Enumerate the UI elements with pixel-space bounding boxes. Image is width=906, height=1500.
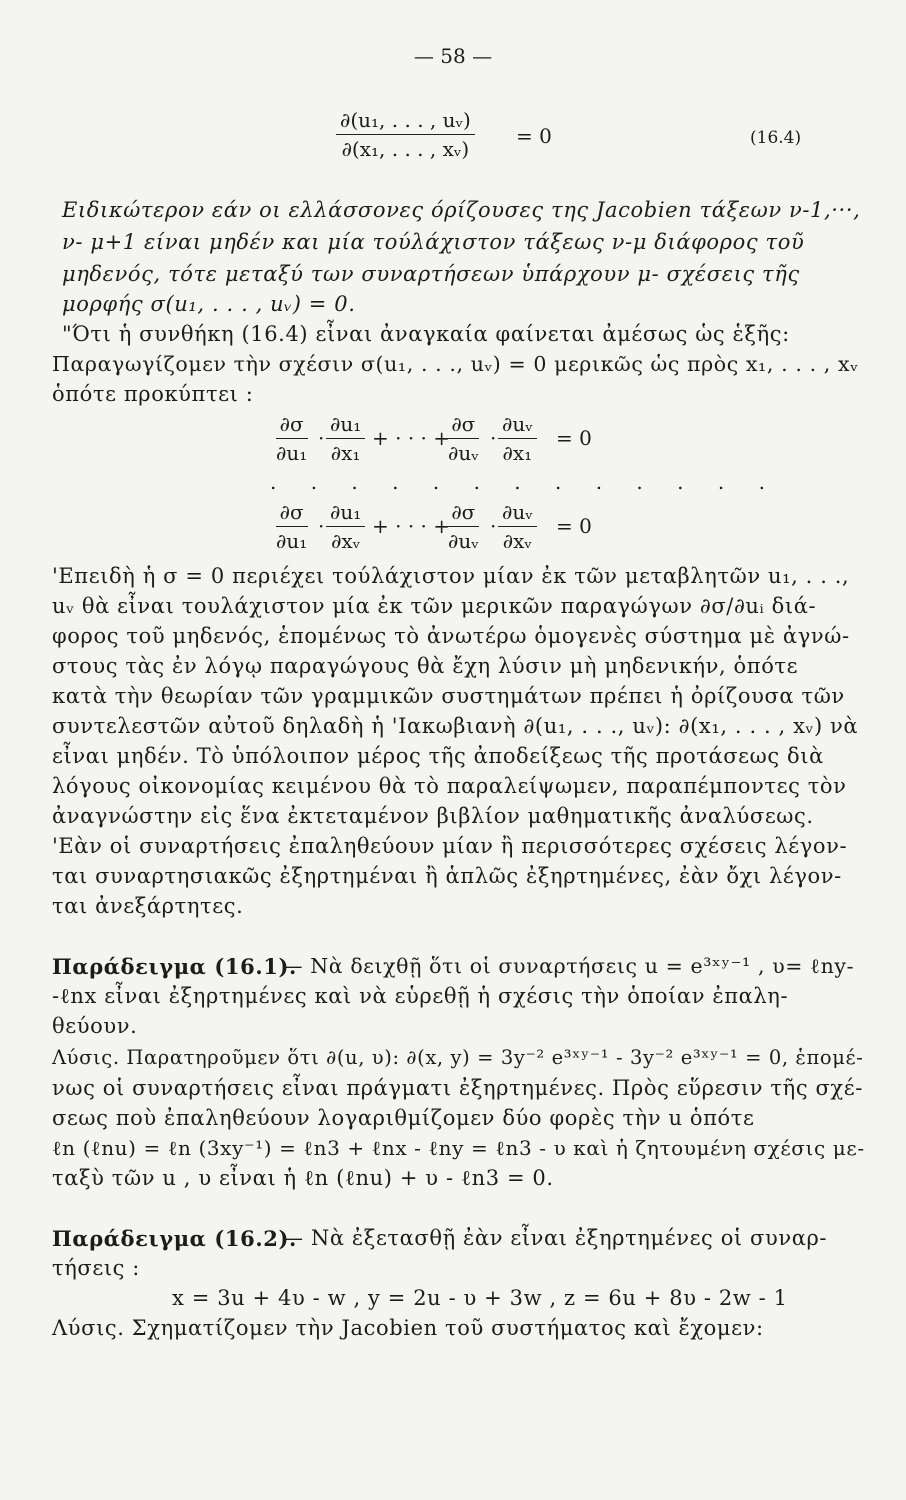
jacobian-numerator: ∂(u₁, . . . , uᵥ) [336, 108, 475, 135]
text-line: λόγους οἰκονομίας κειμένου θὰ τὸ παραλείψωμεν, παραπέμποντες τὸν [52, 774, 847, 798]
partial-fraction: $\frac{\partial\sigma}{\text{∂uᵥ}}$ [448, 500, 479, 553]
partial-fraction: $\frac{\partial\sigma}{\text{∂uᵥ}}$ [448, 412, 479, 465]
partial-fraction: $\frac{\text{∂uᵥ}}{\text{∂x₁}}$ [498, 412, 537, 465]
text-line: συντελεστῶν αὐτοῦ δηλαδὴ ἡ 'Ιακωβιανὴ ∂(u₁, . . ., uᵥ): ∂(x₁, . . . , xᵥ) νὰ [52, 714, 859, 738]
text-line: εἶναι μηδέν. Τὸ ὑπόλοιπον μέρος τῆς ἀποδείξεως τῆς προτάσεως διὰ [52, 744, 824, 768]
text-line: ὁπότε προκύπτει : [52, 382, 254, 406]
partial-fraction: $\frac{\partial\sigma}{\text{∂u₁}}$ [276, 500, 308, 553]
example-heading: Παράδειγμα (16.2). [52, 1226, 297, 1251]
text-line: — Νὰ δειχθῇ ὅτι οἱ συναρτήσεις u = e³ˣʸ⁻¹ , υ= ℓny- [282, 954, 855, 978]
text-line: Ειδικώτερον εάν οι ελλάσσονες όρίζουσες της Jacobien τάξεων ν-1,···, [62, 198, 861, 222]
text-line: ἀναγνώστην εἰς ἕνα ἐκτεταμένον βιβλίον μαθηματικῆς ἀναλύσεως. [52, 804, 814, 828]
text-line: μορφής σ(u₁, . . . , uᵥ) = 0. [62, 292, 356, 316]
partial-fraction: $\frac{\text{∂u₁}}{\text{∂xᵥ}}$ [326, 500, 365, 553]
dot-operator: · [318, 426, 325, 450]
text-line: φορος τοῦ μηδενός, ἑπομένως τὸ ἀνωτέρω ὁμογενὲς σύστημα μὲ ἀγνώ- [52, 624, 850, 648]
text-line: μηδενός, τότε μεταξύ των συναρτήσεων ὑπάρχουν μ- σχέσεις τῆς [62, 262, 800, 286]
jacobian-fraction [336, 108, 475, 161]
text-line: Παραγωγίζομεν τὴν σχέσιν σ(u₁, . . ., uᵥ) = 0 μερικῶς ὡς πρὸς x₁, . . . , xᵥ [52, 352, 859, 376]
text-line: "Ότι ἡ συνθήκη (16.4) εἶναι ἀναγκαία φαίνεται ἀμέσως ὡς ἑξῆς: [62, 322, 790, 346]
text-line: — Νὰ ἐξετασθῇ ἐὰν εἶναι ἐξηρτημένες οἱ συναρ- [282, 1226, 828, 1250]
text-line: ν- μ+1 είναι μηδέν και μία τούλάχιστον τάξεως ν-μ διάφορος τοῦ [62, 230, 805, 254]
text-line: τήσεις : [52, 1256, 140, 1280]
text-line: uᵥ θὰ εἶναι τουλάχιστον μία ἐκ τῶν μερικῶν παραγώγων ∂σ/∂uᵢ διά- [52, 594, 817, 618]
text-line: 'Εὰν οἱ συναρτήσεις ἐπαληθεύουν μίαν ἢ περισσότερες σχέσεις λέγον- [52, 834, 848, 858]
equation-label: (16.4) [750, 128, 802, 148]
equation-rhs: = 0 [556, 514, 592, 538]
dot-operator: · [490, 426, 497, 450]
text-line: Λύσις. Παρατηροῦμεν ὅτι ∂(u, υ): ∂(x, y) = 3y⁻² e³ˣʸ⁻¹ - 3y⁻² e³ˣʸ⁻¹ = 0, ἑπομέ- [52, 1046, 864, 1069]
dot-operator: · [490, 514, 497, 538]
text-line: σεως ποὺ ἐπαληθεύουν λογαριθμίζομεν δύο φορὲς τὴν u ὁπότε [52, 1106, 755, 1130]
jacobian-denominator: ∂(x₁, . . . , xᵥ) [341, 137, 470, 161]
equation-line: x = 3u + 4υ - w , y = 2u - υ + 3w , z = 6u + 8υ - 2w - 1 [172, 1286, 788, 1310]
text-line: ται συναρτησιακῶς ἐξηρτημέναι ἢ ἁπλῶς ἐξηρτημένες, ἐὰν ὄχι λέγον- [52, 864, 842, 888]
text-line: ταξὺ τῶν u , υ εἶναι ἡ ℓn (ℓnu) + υ - ℓn3 = 0. [52, 1166, 554, 1190]
partial-fraction: $\frac{\text{∂uᵥ}}{\text{∂xᵥ}}$ [498, 500, 537, 553]
text-line: Λύσις. Σχηματίζομεν τὴν Jacobien τοῦ συστήματος καὶ ἔχομεν: [52, 1316, 764, 1340]
plus-dots: + · · · + [372, 514, 451, 538]
partial-fraction: $\frac{\partial\sigma}{\text{∂u₁}}$ [276, 412, 308, 465]
text-line: νως οἱ συναρτήσεις εἶναι πράγματι ἐξηρτημένες. Πρὸς εὕρεσιν τῆς σχέ- [52, 1076, 863, 1100]
partial-fraction: $\frac{\text{∂u₁}}{\text{∂x₁}}$ [326, 412, 365, 465]
dot-operator: · [318, 514, 325, 538]
page-number: — 58 — [413, 44, 493, 68]
text-line: κατὰ τὴν θεωρίαν τῶν γραμμικῶν συστημάτων πρέπει ἡ ὀρίζουσα τῶν [52, 684, 845, 708]
vertical-dots: . . . . . . . . . . . . . [270, 470, 779, 494]
text-line: θεύουν. [52, 1014, 138, 1038]
text-line: 'Επειδὴ ἡ σ = 0 περιέχει τούλάχιστον μίαν ἐκ τῶν μεταβλητῶν u₁, . . ., [52, 564, 850, 588]
example-heading: Παράδειγμα (16.1). [52, 954, 297, 979]
text-line: ται ἀνεξάρτητες. [52, 894, 244, 918]
equation-rhs: = 0 [516, 124, 552, 148]
equation-rhs: = 0 [556, 426, 592, 450]
plus-dots: + · · · + [372, 426, 451, 450]
text-line: στους τὰς ἐν λόγῳ παραγώγους θὰ ἔχη λύσιν μὴ μηδενικήν, ὁπότε [52, 654, 799, 678]
text-line: -ℓnx εἶναι ἐξηρτημένες καὶ νὰ εὑρεθῇ ἡ σχέσις τὴν ὁποίαν ἐπαλη- [52, 984, 789, 1008]
text-line: ℓn (ℓnu) = ℓn (3xy⁻¹) = ℓn3 + ℓnx - ℓny = ℓn3 - υ καὶ ἡ ζητουμένη σχέσις με- [52, 1136, 865, 1160]
